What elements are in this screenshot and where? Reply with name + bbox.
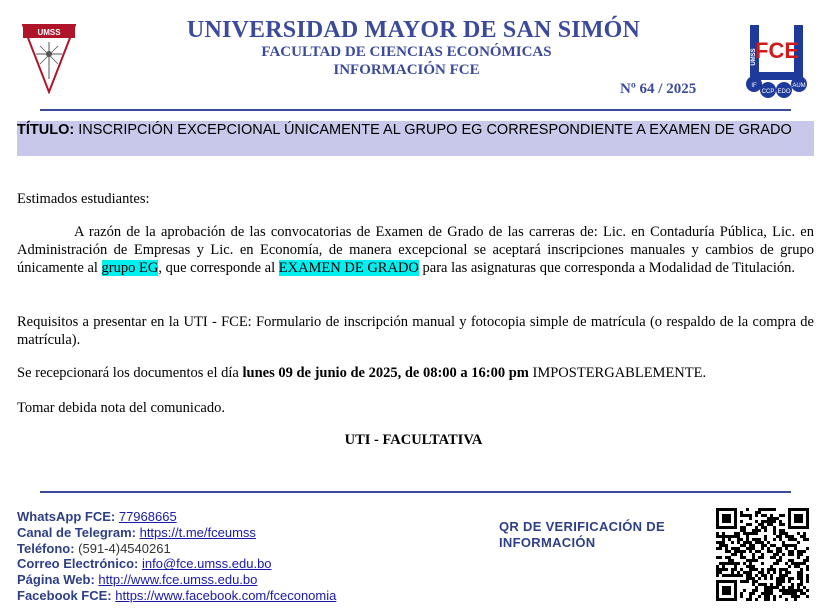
fce-logo-main-text: FCE	[755, 38, 799, 63]
facebook-link[interactable]: https://www.facebook.com/fceconomia	[115, 587, 337, 603]
faculty-name: FACULTAD DE CIENCIAS ECONÓMICAS	[261, 44, 552, 60]
highlight-grupo-eg: grupo EG	[101, 260, 159, 276]
university-name: UNIVERSIDAD MAYOR DE SAN SIMÓN	[186, 17, 641, 43]
qr-code-image	[716, 508, 810, 604]
phone-label: Teléfono:	[17, 540, 75, 556]
title	[17, 122, 807, 139]
web-label: Página Web:	[17, 572, 95, 588]
telegram-row	[17, 525, 336, 541]
fce-logo-badge-1: IF	[751, 83, 757, 89]
paragraph-3	[17, 364, 814, 382]
p3-text-a: Se recepcionará los documentos el día	[17, 365, 243, 381]
fce-logo-badge-2: CCP	[761, 89, 775, 95]
facebook-label: Facebook FCE:	[17, 587, 112, 603]
umss-logo-text: UMSS	[37, 28, 61, 37]
email-link[interactable]: info@fce.umss.edu.bo	[141, 556, 272, 572]
qr-label: QR DE VERIFICACIÓN DE INFORMACIÓN	[499, 519, 665, 550]
footer-divider	[40, 491, 791, 493]
whatsapp-label: WhatsApp FCE:	[17, 509, 116, 524]
phone-row	[17, 541, 336, 557]
paragraph-4: Tomar debida nota del comunicado.	[17, 400, 225, 416]
paragraph-2: Requisitos a presentar en la UTI - FCE: Formulario de inscripción manual y fotocopia simple de matrícula (o respaldo de la compra de matrícula).	[17, 314, 814, 348]
highlight-examen-de-grado: EXAMEN DE GRADO	[278, 260, 419, 276]
p1-text-c: para las asignaturas que corresponda a Modalidad de Titulación.	[418, 260, 795, 276]
signature: UTI - FACULTATIVA	[344, 432, 483, 448]
header-divider	[40, 109, 791, 111]
title-label: TÍTULO:	[17, 122, 75, 138]
web-row	[17, 572, 336, 588]
p1-text-a: A razón de la aprobación de las convocatorias de Examen de Grado de las carreras de: Lic. en Contaduría Pública, Lic. en Administración de Empresas y Lic. en Economía, de manera excepcional se aceptará inscripciones manuales y cambios de grupo únicamente al	[17, 224, 814, 276]
facebook-row	[17, 588, 336, 604]
telegram-label: Canal de Telegram:	[17, 524, 136, 540]
paragraph-1	[17, 223, 814, 277]
bulletin-number: Nº 64 / 2025	[620, 81, 697, 97]
title-text: INSCRIPCIÓN EXCEPCIONAL ÚNICAMENTE AL GRUPO EG CORRESPONDIENTE A EXAMEN DE GRADO	[78, 122, 792, 138]
p3-date: lunes 09 de junio de 2025, de 08:00 a 16:00 pm	[242, 365, 529, 381]
section-name: INFORMACIÓN FCE	[333, 62, 480, 78]
p1-text-b: , que corresponde al	[158, 260, 279, 276]
whatsapp-row	[17, 509, 336, 525]
greeting: Estimados estudiantes:	[17, 191, 150, 207]
phone-value: (591-4)4540261	[78, 540, 171, 556]
whatsapp-link[interactable]: 77968665	[118, 509, 177, 524]
fce-logo-badge-3: EDO	[777, 89, 791, 95]
p3-text-b: IMPOSTERGABLEMENTE.	[528, 365, 707, 381]
email-label: Correo Electrónico:	[17, 556, 139, 572]
web-link[interactable]: http://www.fce.umss.edu.bo	[98, 572, 258, 588]
telegram-link[interactable]: https://t.me/fceumss	[139, 524, 256, 540]
fce-logo-badge-4: AUM	[792, 83, 806, 89]
footer-contacts	[17, 509, 336, 604]
email-row	[17, 556, 336, 572]
fce-logo-side-text: UMSS	[751, 48, 757, 66]
